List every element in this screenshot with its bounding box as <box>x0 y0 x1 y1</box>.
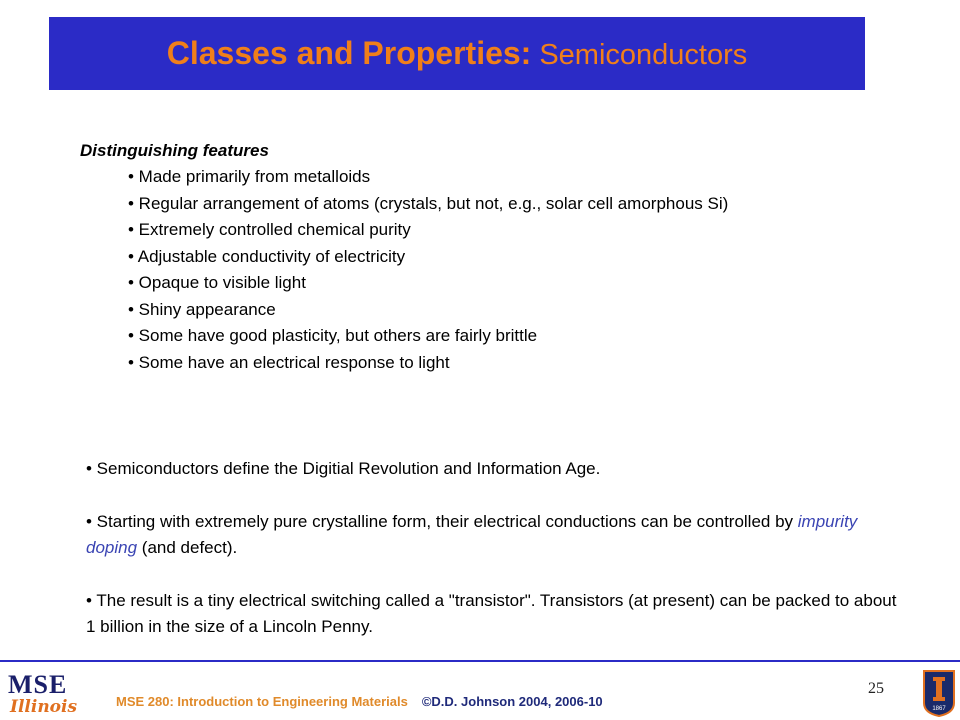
course-name: MSE 280: Introduction to Engineering Materials <box>116 694 408 709</box>
feature-item: • Shiny appearance <box>128 299 276 319</box>
feature-item: • Some have an electrical response to light <box>128 352 450 372</box>
mse-illinois-logo <box>8 672 78 716</box>
feature-item: • Regular arrangement of atoms (crystals, but not, e.g., solar cell amorphous Si) <box>128 193 729 213</box>
feature-item: • Opaque to visible light <box>128 273 306 292</box>
paragraph-doping-start: • Starting with extremely pure crystalline form, their electrical conductions can be controlled by <box>86 511 798 531</box>
page-number: 25 <box>868 680 884 697</box>
feature-item: • Adjustable conductivity of electricity <box>128 246 406 266</box>
slide-title-sub: Semiconductors <box>539 39 748 71</box>
logo-illinois-text: Illinois <box>10 697 78 717</box>
logo-mse-text: MSE <box>8 670 68 699</box>
features-section <box>80 141 910 376</box>
feature-item: • Extremely controlled chemical purity <box>128 220 411 239</box>
paragraph-transistor: • The result is a tiny electrical switching called a "transistor". Transistors (at present) can be packed to about 1 billion in the size of a Lincoln Penny. <box>86 590 897 636</box>
footer-divider <box>0 660 960 662</box>
footer-course-line <box>116 694 603 709</box>
impurity-doping-term: impurity doping <box>86 511 858 557</box>
copyright: ©D.D. Johnson 2004, 2006-10 <box>421 694 603 709</box>
feature-item: • Some have good plasticity, but others are fairly brittle <box>128 326 538 345</box>
title-bar <box>49 17 865 90</box>
university-seal-icon <box>922 669 956 717</box>
paragraph-digital-revolution: • Semiconductors define the Digitial Revolution and Information Age. <box>86 459 601 478</box>
features-heading: Distinguishing features <box>80 141 269 160</box>
seal-year: 1867 <box>932 706 946 712</box>
body-text <box>86 456 906 667</box>
slide-title-main: Classes and Properties: <box>166 35 532 71</box>
paragraph-doping-end: (and defect). <box>137 538 238 557</box>
feature-item: • Made primarily from metalloids <box>128 167 371 186</box>
slide-title <box>167 35 748 72</box>
features-list <box>80 164 910 376</box>
paragraph-doping <box>86 509 906 562</box>
